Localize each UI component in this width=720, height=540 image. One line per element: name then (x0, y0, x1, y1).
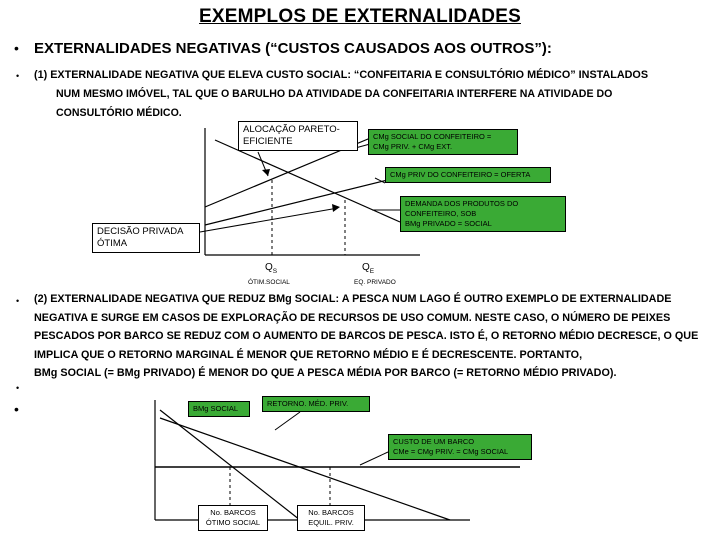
bullet-example-1: • (16, 71, 20, 81)
example-1-line-1: (1) EXTERNALIDADE NEGATIVA QUE ELEVA CUSTO SOCIAL: “CONFEITARIA E CONSULTÓRIO MÉDICO” INSTALADOS (34, 69, 649, 81)
page-title: EXEMPLOS DE EXTERNALIDADES (199, 6, 521, 27)
bullet-example-2: • (16, 296, 20, 306)
label-custo-line-1: CUSTO DE UM BARCO (393, 437, 475, 446)
label-cmg-social-line-2: CMg PRIV. + CMg EXT. (373, 142, 453, 151)
label-bmg-social: BMg SOCIAL (188, 401, 250, 417)
label-qs-sub: S (272, 268, 278, 275)
label-barcos-otimo-line-1: No. BARCOS (210, 508, 256, 517)
label-alocacao-pareto: ALOCAÇÃO PARETO-EFICIENTE (238, 121, 358, 151)
label-cmg-priv: CMg PRIV DO CONFEITEIRO = OFERTA (385, 167, 551, 183)
label-demanda-line-2: BMg PRIVADO = SOCIAL (405, 219, 492, 228)
graph2-cost-arrow (360, 452, 388, 465)
label-qe (362, 262, 374, 275)
label-cmg-social (368, 129, 518, 155)
label-barcos-equil (297, 505, 365, 531)
bullet-example-2b: • (16, 383, 20, 393)
example-2-line-1: (2) EXTERNALIDADE NEGATIVA QUE REDUZ BMg SOCIAL: A PESCA NUM LAGO É OUTRO EXEMPLO DE EXTERNALIDADE NEGATIVA E SURGE EM CASOS DE EXPLORAÇÃO DE RECURSOS DE USO COMUM. NESTE CASO, O NÚMERO DE PEIXES PESCADOS POR BARCO SE REDUZ COM O AUMENTO DE BARCOS DE PESCA. ISTO É, O RETORNO MÉDIO DECRESCE, O QUE IMPLICA QUE O RETORNO MARGINAL É MENOR QUE RETORNO MÉDIO E É DECRESCENTE. PORTANTO, (34, 293, 699, 361)
label-qs-letter: Q (265, 262, 273, 273)
label-barcos-equil-line-2: EQUIL. PRIV. (308, 518, 354, 527)
example-1-line-2: NUM MESMO IMÓVEL, TAL QUE O BARULHO DA ATIVIDADE DA CONFEITARIA INTERFERE NA ATIVIDADE DO (56, 88, 613, 100)
label-barcos-otimo-line-2: ÓTIMO SOCIAL (205, 518, 261, 527)
label-qs-caption: ÓTIM.SOCIAL (248, 279, 290, 286)
label-qe-letter: Q (362, 262, 370, 273)
graph1-decisao-arrow (200, 208, 338, 232)
example-2-text (34, 290, 704, 383)
label-qe-sub: E (369, 268, 375, 275)
label-custo-barco (388, 434, 532, 460)
label-barcos-equil-line-1: No. BARCOS (308, 508, 354, 517)
label-barcos-otimo (198, 505, 268, 531)
label-decisao-privada: DECISÃO PRIVADA ÓTIMA (92, 223, 200, 253)
example-1-line-3: CONSULTÓRIO MÉDICO. (56, 107, 182, 119)
section-heading: EXTERNALIDADES NEGATIVAS (“CUSTOS CAUSADOS AOS OUTROS”): (34, 40, 552, 57)
bullet-graph-2: • (14, 401, 19, 417)
bullet-main: • (14, 40, 19, 56)
label-qe-caption: EQ. PRIVADO (354, 279, 396, 286)
example-2-line-2: BMg SOCIAL (= BMg PRIVADO) É MENOR DO QUE A PESCA MÉDIA POR BARCO (= RETORNO MÉDIO PRIVADO). (34, 367, 617, 380)
label-demanda-line-1: DEMANDA DOS PRODUTOS DO CONFEITEIRO, SOB (405, 199, 519, 218)
label-demanda (400, 196, 566, 232)
label-cmg-social-line-1: CMg SOCIAL DO CONFEITEIRO = (373, 132, 492, 141)
label-custo-line-2: CMe = CMg PRIV. = CMg SOCIAL (393, 447, 509, 456)
graph2-retorno-arrow (275, 412, 300, 430)
label-qs (265, 262, 277, 275)
label-retorno-medio: RETORNO. MÉD. PRIV. (262, 396, 370, 412)
